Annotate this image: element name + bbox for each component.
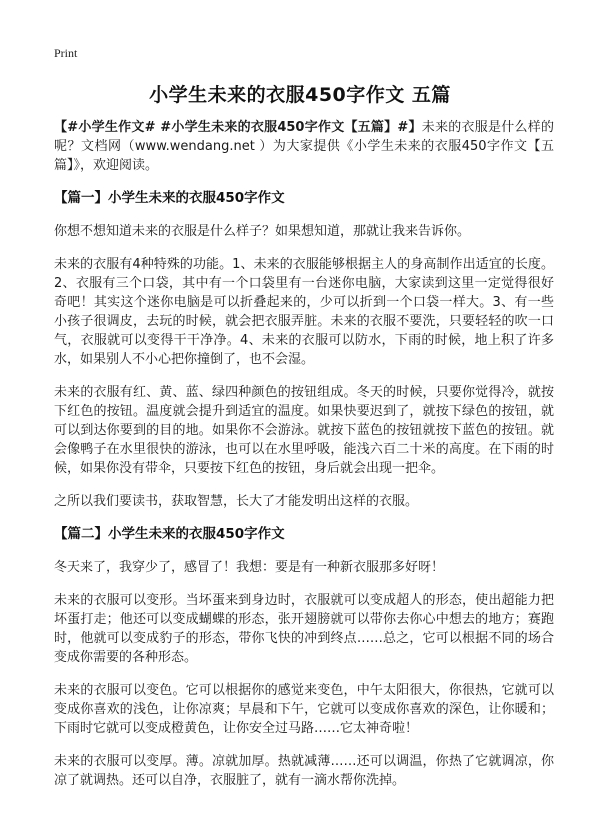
document-body [54, 118, 554, 804]
section2-paragraph: 未来的衣服可以变厚。薄。凉就加厚。热就减薄……还可以调温，你热了它就调凉，你凉了就调热。还可以自净，衣服脏了，就有一滴水帮你洗掉。 [54, 754, 554, 788]
section1-paragraph: 未来的衣服有红、黄、蓝、绿四种颜色的按钮组成。冬天的时候，只要你觉得冷，就按下红色的按钮。温度就会提升到适宜的温度。如果快要迟到了，就按下绿色的按钮，就可以到达你要到的目的地。如果你不会游泳。就按下蓝色的按钮就按下蓝色的按钮。就会像鸭子在水里很快的游泳，也可以在水里呼吸，能浅六百二十米的高度。在下雨的时候，如果你没有带伞，只要按下红色的按钮，身后就会出现一把伞。 [54, 385, 554, 476]
section1-paragraph: 你想不想知道未来的衣服是什么样子？如果想知道，那就让我来告诉你。 [54, 224, 471, 239]
section1-heading: 【篇一】小学生未来的衣服450字作文 [54, 190, 285, 206]
section1-paragraph: 未来的衣服有4种特殊的功能。1、未来的衣服能够根据主人的身高制作出适宜的长度。2、衣服有三个口袋，其中有一个口袋里有一台迷你电脑，大家读到这里一定觉得很好奇吧！其实这个迷你电脑是可以折叠起来的，少可以折到一个口袋一样大。3、有一些小孩子很调皮，去玩的时候，就会把衣服弄脏。未来的衣服不要洗，只要轻轻的吹一口气，衣服就可以变得干干净净。4、未来的衣服可以防水，下雨的时候，地上积了许多水，如果别人不小心把你撞倒了，也不会湿。 [54, 257, 554, 367]
section2-paragraph: 冬天来了，我穿少了，感冒了！我想：要是有一种新衣服那多好呀！ [54, 560, 445, 575]
intro-tags: 【#小学生作文# #小学生未来的衣服450字作文【五篇】#】 [54, 120, 422, 135]
page-title: 小学生未来的衣服450字作文 五篇 [149, 84, 451, 106]
section1-paragraph: 之所以我们要读书，获取智慧，长大了才能发明出这样的衣服。 [54, 494, 419, 509]
section2-paragraph: 未来的衣服可以变色。它可以根据你的感觉来变色，中午太阳很大，你很热，它就可以变成你喜欢的浅色，让你凉爽；早晨和下午，它就可以变成你喜欢的深色，让你暖和；下雨时它就可以变成橙黄色，让你安全过马路……它太神奇啦！ [54, 683, 554, 736]
print-label[interactable]: Print [54, 46, 78, 60]
intro-text: 未来的衣服是什么样的呢？文档网（www.wendang.net ）为大家提供《小学生未来的衣服450字作文【五篇】》，欢迎阅读。 [54, 120, 554, 173]
intro-paragraph [54, 118, 554, 175]
section2-heading: 【篇二】小学生未来的衣服450字作文 [54, 526, 285, 542]
section2-paragraph: 未来的衣服可以变形。当坏蛋来到身边时，衣服就可以变成超人的形态，使出超能力把坏蛋打走；他还可以变成蝴蝶的形态，张开翅膀就可以带你去你心中想去的地方；赛跑时，他就可以变成豹子的形态，带你飞快的冲到终点……总之，它可以根据不同的场合变成你需要的各种形态。 [54, 593, 554, 665]
